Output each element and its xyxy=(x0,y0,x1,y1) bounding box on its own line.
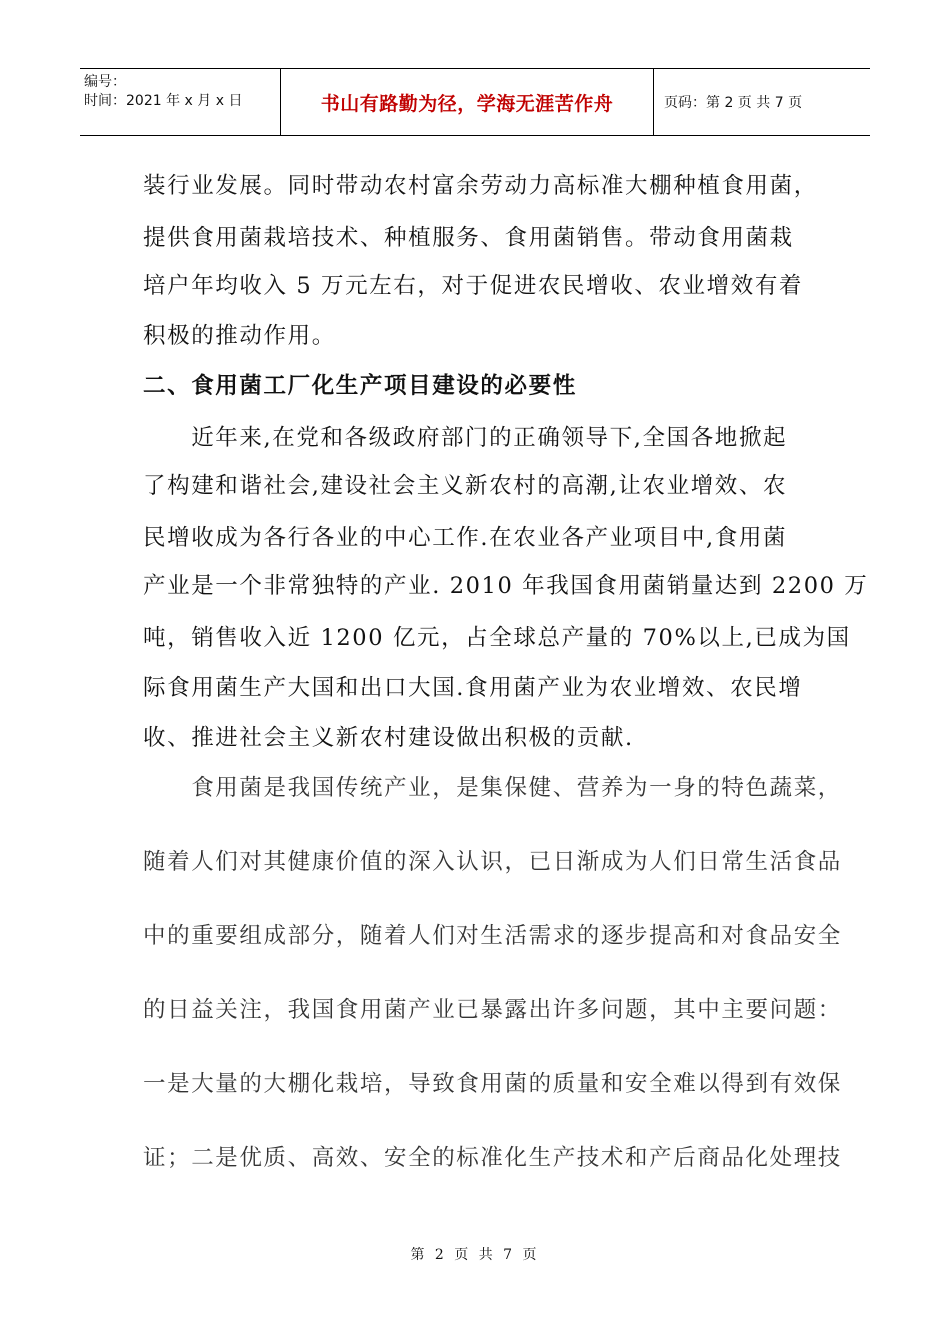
body-text-line: 近年来,在党和各级政府部门的正确领导下,全国各地掀起 xyxy=(143,425,788,451)
document-date-label: 时间：2021 年 x 月 x 日 xyxy=(84,93,243,109)
body-text-line: 民增收成为各行各业的中心工作.在农业各产业项目中,食用菌 xyxy=(143,525,788,551)
document-header-table xyxy=(80,68,870,136)
body-text-line: 的日益关注，我国食用菌产业已暴露出许多问题，其中主要问题： xyxy=(143,997,842,1023)
body-text-line: 积极的推动作用。 xyxy=(143,323,336,349)
body-text-line: 了构建和谐社会,建设社会主义新农村的高潮,让农业增效、农 xyxy=(143,473,788,499)
body-text-line: 装行业发展。同时带动农村富余劳动力高标准大棚种植食用菌， xyxy=(143,173,818,199)
body-text-line: 中的重要组成部分，随着人们对生活需求的逐步提高和对食品安全 xyxy=(143,923,842,949)
body-text-line: 证；二是优质、高效、安全的标准化生产技术和产后商品化处理技 xyxy=(143,1145,842,1171)
body-text-line: 食用菌是我国传统产业，是集保健、营养为一身的特色蔬菜， xyxy=(143,775,842,801)
body-text-line: 提供食用菌栽培技术、种植服务、食用菌销售。带动食用菌栽 xyxy=(143,225,794,251)
body-text-line: 一是大量的大棚化栽培，导致食用菌的质量和安全难以得到有效保 xyxy=(143,1071,842,1097)
body-text-line: 吨，销售收入近 1200 亿元，占全球总产量的 70%以上,已成为国 xyxy=(143,625,851,651)
body-text-line: 产业是一个非常独特的产业. 2010 年我国食用菌销量达到 2200 万 xyxy=(143,573,869,599)
body-text-line: 际食用菌生产大国和出口大国.食用菌产业为农业增效、农民增 xyxy=(143,675,803,701)
body-text-line: 收、推进社会主义新农村建设做出积极的贡献. xyxy=(143,725,634,751)
header-motto: 书山有路勤为径，学海无涯苦作舟 xyxy=(281,69,654,135)
body-text-line: 随着人们对其健康价值的深入认识，已日渐成为人们日常生活食品 xyxy=(143,849,842,875)
document-number-label: 编号： xyxy=(84,74,126,90)
header-meta-cell xyxy=(80,69,281,135)
body-text-line: 培户年均收入 5 万元左右，对于促进农民增收、农业增效有着 xyxy=(143,273,804,299)
section-heading: 二、食用菌工厂化生产项目建设的必要性 xyxy=(143,373,577,399)
header-page-info: 页码：第 2 页 共 7 页 xyxy=(664,95,803,111)
page-footer: 第 2 页 共 7 页 xyxy=(410,1247,540,1263)
